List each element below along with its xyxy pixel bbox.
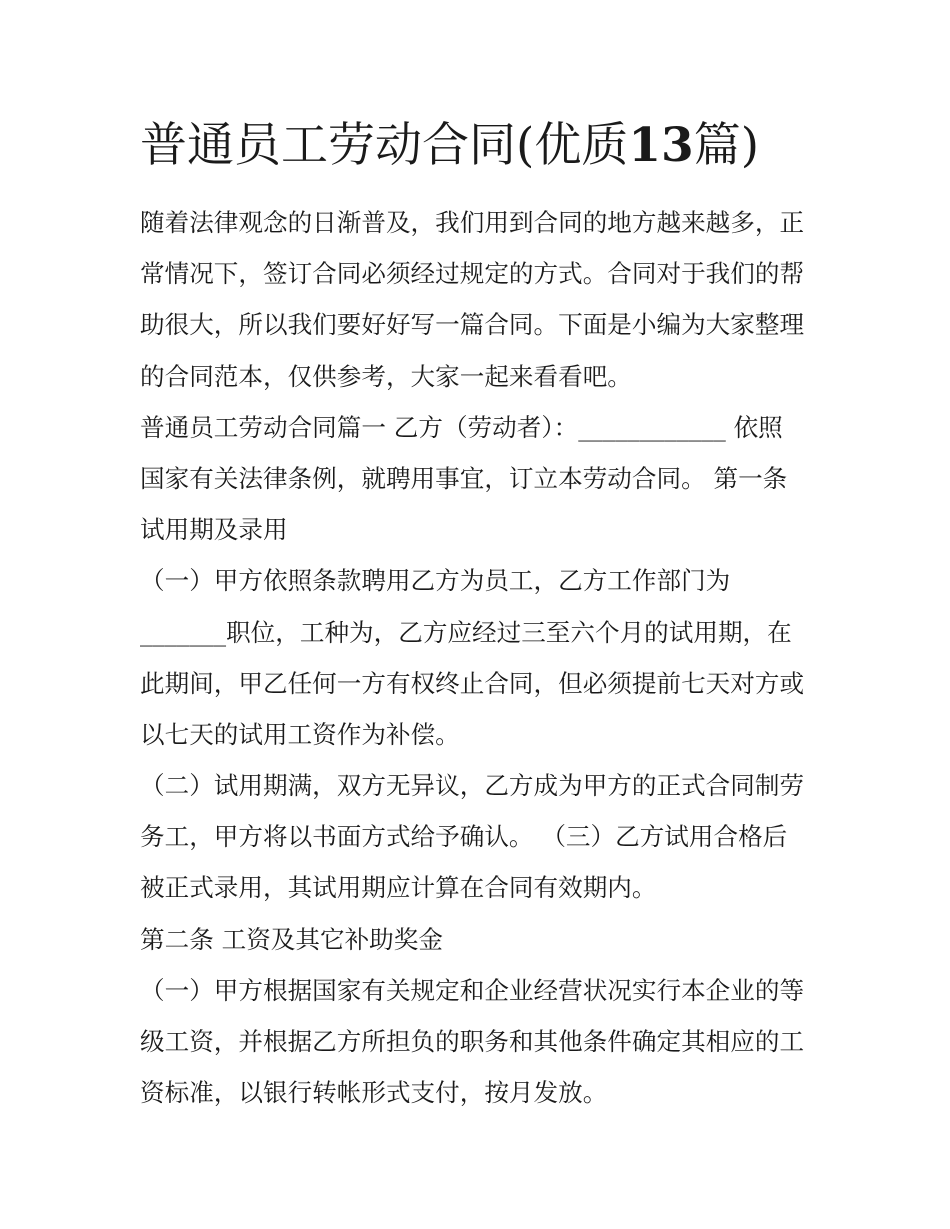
title-number: 13	[628, 118, 694, 173]
body-line-clause-1c: 此期间，甲乙任何一方有权终止合同，但必须提前七天对方或	[140, 668, 805, 698]
body-line-section-2: 国家有关法律条例，就聘用事宜，订立本劳动合同。 第一条	[140, 463, 788, 493]
body-line-clause-1a: （一）甲方依照条款聘用乙方为员工，乙方工作部门为	[140, 566, 731, 596]
title-text-end: 篇)	[693, 118, 760, 173]
body-line-clause-2c: 被正式录用，其试用期应计算在合同有效期内。	[140, 873, 657, 903]
title-text: 普通员工劳动合同(优质	[140, 118, 629, 173]
body-line-clause-2a: （二）试用期满，双方无异议，乙方成为甲方的正式合同制劳	[140, 771, 805, 801]
body-line-article-2c: 资标准，以银行转帐形式支付，按月发放。	[140, 1078, 608, 1108]
body-line-section-1: 普通员工劳动合同篇一 乙方（劳动者）：____________ 依照	[140, 412, 783, 442]
body-line-clause-1b: _______职位，工种为，乙方应经过三至六个月的试用期，在	[140, 617, 792, 647]
body-line-article-2b: 级工资，并根据乙方所担负的职务和其他条件确定其相应的工	[140, 1027, 805, 1056]
body-line-clause-2b: 务工，甲方将以书面方式给予确认。 （三）乙方试用合格后	[140, 822, 788, 852]
body-line-section-3: 试用期及录用	[140, 515, 288, 545]
body-line-article-2a: （一）甲方根据国家有关规定和企业经营状况实行本企业的等	[140, 975, 805, 1005]
document-body	[140, 197, 820, 1118]
body-line-intro-1: 随着法律观念的日渐普及，我们用到合同的地方越来越多，正	[140, 208, 805, 237]
body-line-intro-4: 的合同范本，仅供参考，大家一起来看看吧。	[140, 361, 632, 391]
body-line-intro-3: 助很大，所以我们要好好写一篇合同。下面是小编为大家整理	[140, 310, 805, 340]
body-line-article-2-heading: 第二条 工资及其它补助奖金	[140, 924, 443, 954]
body-line-clause-1d: 以七天的试用工资作为补偿。	[140, 719, 460, 749]
document-title	[140, 112, 840, 180]
body-line-intro-2: 常情况下，签订合同必须经过规定的方式。合同对于我们的帮	[140, 259, 805, 289]
